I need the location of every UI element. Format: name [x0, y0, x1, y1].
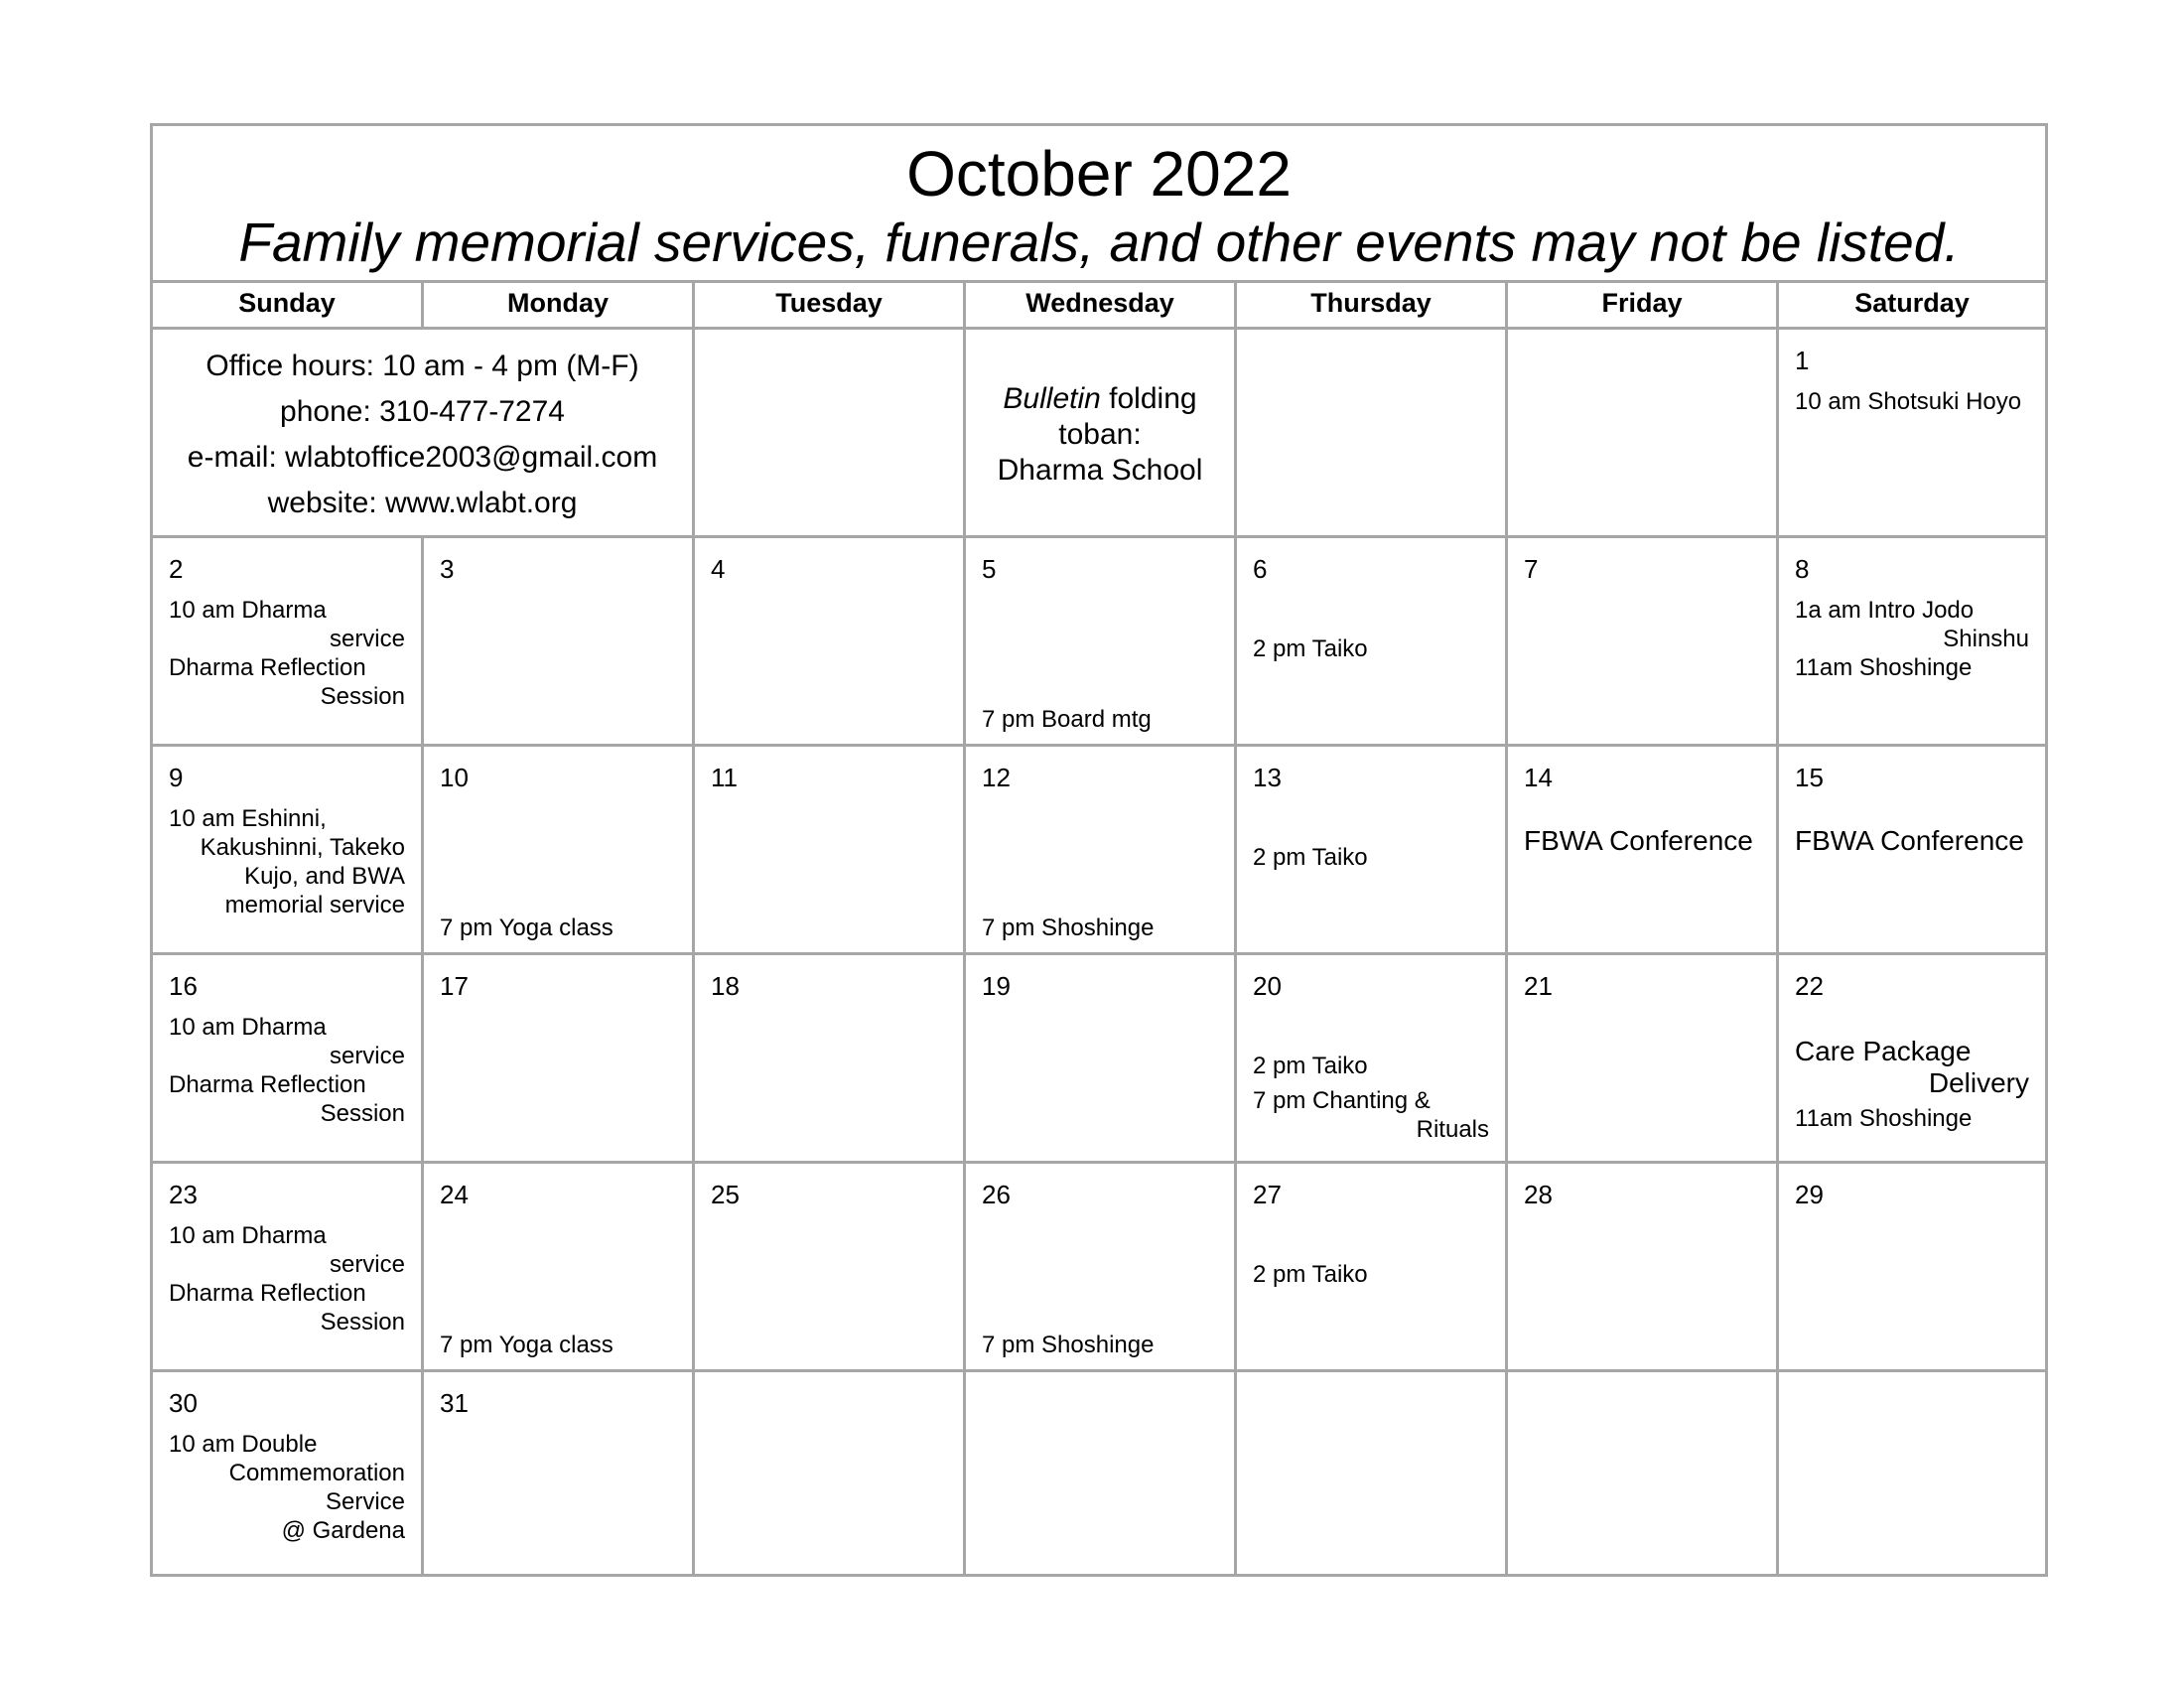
- event: service: [329, 626, 405, 652]
- day-cell-14: [1508, 747, 1779, 955]
- calendar-subtitle: Family memorial services, funerals, and other events may not be listed.: [238, 211, 1960, 273]
- event: 10 am Eshinni,: [169, 805, 327, 832]
- day-header-friday: Friday: [1508, 280, 1779, 330]
- day-cell-empty: [695, 1372, 966, 1577]
- event: 7 pm Shoshinge: [982, 914, 1155, 941]
- day-cell-7: [1508, 538, 1779, 747]
- calendar: [150, 123, 2048, 1577]
- date-number: 2: [169, 554, 184, 584]
- event: memorial service: [224, 892, 405, 918]
- event: 10 am Shotsuki Hoyo: [1795, 388, 2022, 415]
- calendar-title: October 2022: [906, 138, 1292, 210]
- date-number: 27: [1253, 1180, 1282, 1209]
- event: FBWA Conference: [1524, 825, 1753, 856]
- day-cell-empty: [1508, 330, 1779, 538]
- office-email: e-mail: wlabtoffice2003@gmail.com: [187, 441, 658, 474]
- date-number: 20: [1253, 971, 1282, 1001]
- day-cell-empty: [1237, 330, 1508, 538]
- bulletin-word: Bulletin: [1003, 382, 1101, 415]
- event: Delivery: [1928, 1067, 2029, 1098]
- date-number: 24: [440, 1180, 469, 1209]
- day-header-monday: Monday: [424, 280, 695, 330]
- date-number: 4: [711, 554, 726, 584]
- day-cell-21: [1508, 955, 1779, 1164]
- event: 10 am Dharma: [169, 597, 327, 624]
- bulletin-cell: [966, 330, 1237, 538]
- day-cell-3: [424, 538, 695, 747]
- calendar-grid: [153, 280, 2045, 1574]
- date-number: 6: [1253, 554, 1268, 584]
- bulletin-note: [966, 381, 1234, 489]
- day-cell-22: [1779, 955, 2045, 1164]
- event: 7 pm Yoga class: [440, 914, 614, 941]
- day-cell-6: [1237, 538, 1508, 747]
- day-cell-empty: [695, 330, 966, 538]
- date-number: 11: [711, 763, 738, 792]
- event: Session: [320, 683, 405, 710]
- event: Shinshu: [1943, 626, 2029, 652]
- event: Kakushinni, Takeko: [200, 834, 405, 861]
- day-cell-25: [695, 1164, 966, 1372]
- event: Dharma Reflection: [169, 654, 366, 681]
- date-number: 14: [1524, 763, 1553, 792]
- event: 2 pm Taiko: [1253, 1261, 1368, 1288]
- day-cell-4: [695, 538, 966, 747]
- day-header-tuesday: Tuesday: [695, 280, 966, 330]
- office-info-cell: [153, 330, 695, 538]
- day-header-thursday: Thursday: [1237, 280, 1508, 330]
- date-number: 25: [711, 1180, 740, 1209]
- event: 10 am Dharma: [169, 1222, 327, 1249]
- bulletin-folding: folding: [1100, 382, 1197, 415]
- date-number: 15: [1795, 763, 1824, 792]
- event: FBWA Conference: [1795, 825, 2024, 856]
- event: 7 pm Chanting &: [1253, 1087, 1431, 1114]
- date-number: 3: [440, 554, 455, 584]
- day-cell-19: [966, 955, 1237, 1164]
- date-number: 28: [1524, 1180, 1553, 1209]
- date-number: 26: [982, 1180, 1011, 1209]
- event: 2 pm Taiko: [1253, 635, 1368, 662]
- day-cell-27: [1237, 1164, 1508, 1372]
- date-number: 17: [440, 971, 469, 1001]
- day-cell-30: [153, 1372, 424, 1577]
- date-number: 30: [169, 1388, 198, 1418]
- day-header-saturday: Saturday: [1779, 280, 2045, 330]
- day-cell-23: [153, 1164, 424, 1372]
- date-number: 13: [1253, 763, 1282, 792]
- event: 7 pm Board mtg: [982, 706, 1152, 733]
- day-cell-12: [966, 747, 1237, 955]
- date-number: 9: [169, 763, 184, 792]
- event: 2 pm Taiko: [1253, 844, 1368, 871]
- event: @ Gardena: [281, 1517, 405, 1544]
- event: Care Package: [1795, 1036, 1972, 1066]
- day-cell-8: [1779, 538, 2045, 747]
- day-cell-empty: [1237, 1372, 1508, 1577]
- bulletin-toban: toban:: [1058, 418, 1142, 451]
- date-number: 22: [1795, 971, 1824, 1001]
- day-cell-29: [1779, 1164, 2045, 1372]
- day-cell-empty: [966, 1372, 1237, 1577]
- event: service: [329, 1043, 405, 1069]
- office-info: [153, 344, 692, 526]
- date-number: 21: [1524, 971, 1553, 1001]
- event: Dharma Reflection: [169, 1280, 366, 1307]
- date-number: 1: [1795, 346, 1810, 375]
- event: 11am Shoshinge: [1795, 1105, 1973, 1132]
- date-number: 31: [440, 1388, 469, 1418]
- day-cell-11: [695, 747, 966, 955]
- date-number: 19: [982, 971, 1011, 1001]
- office-hours: Office hours: 10 am - 4 pm (M-F): [205, 350, 639, 382]
- day-cell-31: [424, 1372, 695, 1577]
- day-cell-empty: [1779, 1372, 2045, 1577]
- event: 1a am Intro Jodo: [1795, 597, 1975, 624]
- event: Session: [320, 1100, 405, 1127]
- day-cell-empty: [1508, 1372, 1779, 1577]
- office-website: website: www.wlabt.org: [267, 487, 578, 519]
- day-cell-20: [1237, 955, 1508, 1164]
- event: Session: [320, 1309, 405, 1336]
- day-cell-16: [153, 955, 424, 1164]
- day-cell-10: [424, 747, 695, 955]
- day-header-sunday: Sunday: [153, 280, 424, 330]
- event: Dharma Reflection: [169, 1071, 366, 1098]
- event: 11am Shoshinge: [1795, 654, 1973, 681]
- day-cell-5: [966, 538, 1237, 747]
- day-header-wednesday: Wednesday: [966, 280, 1237, 330]
- event: Service: [325, 1488, 405, 1515]
- event: Commemoration: [228, 1460, 405, 1486]
- date-number: 7: [1524, 554, 1539, 584]
- date-number: 16: [169, 971, 198, 1001]
- date-number: 18: [711, 971, 740, 1001]
- day-cell-26: [966, 1164, 1237, 1372]
- event: 10 am Dharma: [169, 1014, 327, 1041]
- day-cell-2: [153, 538, 424, 747]
- office-phone: phone: 310-477-7274: [280, 395, 565, 428]
- day-cell-1: [1779, 330, 2045, 538]
- date-number: 5: [982, 554, 997, 584]
- date-number: 29: [1795, 1180, 1824, 1209]
- day-cell-9: [153, 747, 424, 955]
- day-cell-13: [1237, 747, 1508, 955]
- day-cell-24: [424, 1164, 695, 1372]
- event: Kujo, and BWA: [244, 863, 405, 890]
- date-number: 8: [1795, 554, 1810, 584]
- event: 2 pm Taiko: [1253, 1053, 1368, 1079]
- date-number: 10: [440, 763, 469, 792]
- event: 7 pm Yoga class: [440, 1332, 614, 1358]
- day-cell-28: [1508, 1164, 1779, 1372]
- calendar-header: [153, 126, 2045, 283]
- date-number: 23: [169, 1180, 198, 1209]
- event: service: [329, 1251, 405, 1278]
- event: Rituals: [1416, 1116, 1489, 1143]
- event: 10 am Double: [169, 1431, 318, 1458]
- bulletin-dharma-school: Dharma School: [997, 454, 1203, 487]
- day-cell-17: [424, 955, 695, 1164]
- date-number: 12: [982, 763, 1011, 792]
- event: 7 pm Shoshinge: [982, 1332, 1155, 1358]
- day-cell-18: [695, 955, 966, 1164]
- day-cell-15: [1779, 747, 2045, 955]
